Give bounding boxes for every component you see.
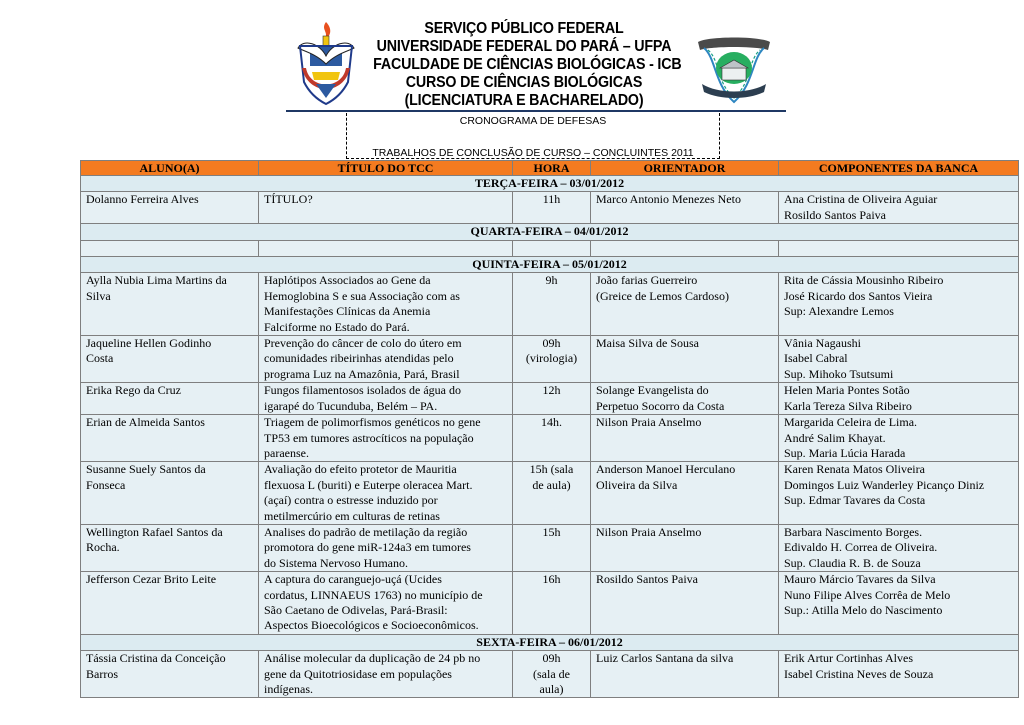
thesis-title-cell bbox=[259, 240, 513, 256]
column-header-orientador: ORIENTADOR bbox=[591, 161, 779, 176]
time-cell bbox=[513, 273, 591, 336]
time-cell bbox=[513, 336, 591, 383]
student-cell bbox=[81, 240, 259, 256]
time-cell bbox=[513, 651, 591, 698]
day-header-row bbox=[81, 224, 1019, 240]
committee-cell bbox=[779, 273, 1019, 336]
cell-line: Karla Tereza Silva Ribeiro bbox=[784, 398, 912, 413]
cell-line: Wellington Rafael Santos da bbox=[86, 524, 223, 539]
thesis-title-cell bbox=[259, 415, 513, 462]
header-line: FACULDADE DE CIÊNCIAS BIOLÓGICAS - ICB bbox=[373, 56, 682, 73]
cell-line: Mauro Márcio Tavares da Silva bbox=[784, 572, 936, 587]
cell-line: (sala de bbox=[533, 666, 570, 681]
cell-line: Rocha. bbox=[86, 540, 120, 555]
cell-line: Helen Maria Pontes Sotão bbox=[784, 383, 910, 398]
cell-line: Sup. Maria Lúcia Harada bbox=[784, 445, 906, 460]
cell-line: João farias Guerreiro bbox=[596, 273, 698, 288]
advisor-cell bbox=[591, 572, 779, 635]
cell-line: São Caetano de Odivelas, Pará-Brasil: bbox=[264, 602, 448, 617]
thesis-title-cell bbox=[259, 651, 513, 698]
cell-line: 15h bbox=[542, 524, 561, 539]
cell-line: Anderson Manoel Herculano bbox=[596, 462, 736, 477]
committee-cell bbox=[779, 336, 1019, 383]
cell-line: do Sistema Nervoso Humano. bbox=[264, 555, 408, 570]
day-label: TERÇA-FEIRA – 03/01/2012 bbox=[81, 176, 1019, 192]
cell-line: Jaqueline Hellen Godinho bbox=[86, 336, 212, 351]
cell-line: Susanne Suely Santos da bbox=[86, 462, 206, 477]
committee-cell bbox=[779, 240, 1019, 256]
table-row bbox=[81, 273, 1019, 336]
student-cell bbox=[81, 462, 259, 525]
day-label: QUINTA-FEIRA – 05/01/2012 bbox=[81, 257, 1019, 273]
cell-line: Sup.: Atilla Melo do Nascimento bbox=[784, 602, 943, 617]
cell-line: Luiz Carlos Santana da silva bbox=[596, 651, 734, 666]
cell-line: Sup. Edmar Tavares da Costa bbox=[784, 493, 926, 508]
cell-line: Karen Renata Matos Oliveira bbox=[784, 462, 925, 477]
committee-cell bbox=[779, 462, 1019, 525]
cell-line: paraense. bbox=[264, 445, 309, 460]
table-row bbox=[81, 336, 1019, 383]
cell-line: Hemoglobina S e sua Associação com as bbox=[264, 288, 460, 303]
cell-line: Marco Antonio Menezes Neto bbox=[596, 192, 741, 207]
table-row bbox=[81, 651, 1019, 698]
cell-line: TP53 em tumores astrocíticos na população bbox=[264, 430, 474, 445]
cell-line: metilmercúrio em culturas de retinas bbox=[264, 508, 440, 523]
cell-line bbox=[264, 241, 507, 256]
cell-line bbox=[86, 241, 253, 256]
column-header-titulo: TÍTULO DO TCC bbox=[259, 161, 513, 176]
committee-cell bbox=[779, 572, 1019, 635]
cell-line: Rita de Cássia Mousinho Ribeiro bbox=[784, 273, 944, 288]
cell-line: Erika Rego da Cruz bbox=[86, 383, 181, 398]
cell-line: (Greice de Lemos Cardoso) bbox=[596, 288, 729, 303]
thesis-title-cell bbox=[259, 273, 513, 336]
cell-line: Erik Artur Cortinhas Alves bbox=[784, 651, 913, 666]
subtitle-box bbox=[346, 113, 720, 159]
cell-line: Aylla Nubia Lima Martins da bbox=[86, 273, 227, 288]
defense-schedule-table bbox=[80, 160, 1019, 698]
cell-line: 15h (sala bbox=[529, 462, 574, 477]
committee-cell bbox=[779, 192, 1019, 224]
table-row bbox=[81, 383, 1019, 415]
cell-line: Rosildo Santos Paiva bbox=[596, 572, 699, 587]
cell-line: 16h bbox=[542, 572, 561, 587]
cell-line: Ana Cristina de Oliveira Aguiar bbox=[784, 192, 938, 207]
committee-cell bbox=[779, 383, 1019, 415]
day-header-row bbox=[81, 176, 1019, 192]
cell-line: Nilson Praia Anselmo bbox=[596, 524, 702, 539]
thesis-title-cell bbox=[259, 336, 513, 383]
advisor-cell bbox=[591, 415, 779, 462]
header-line: (LICENCIATURA E BACHARELADO) bbox=[404, 92, 644, 109]
cell-line: Nilson Praia Anselmo bbox=[596, 415, 702, 430]
cell-line: Triagem de polimorfismos genéticos no gene bbox=[264, 415, 481, 430]
advisor-cell bbox=[591, 524, 779, 571]
cell-line: Edivaldo H. Correa de Oliveira. bbox=[784, 540, 938, 555]
subtitle-tcc: TRABALHOS DE CONCLUSÃO DE CURSO – CONCLUINTES 2011 bbox=[372, 147, 694, 159]
cell-line: Sup: Alexandre Lemos bbox=[784, 304, 894, 319]
table-row bbox=[81, 192, 1019, 224]
committee-cell bbox=[779, 415, 1019, 462]
day-label: QUARTA-FEIRA – 04/01/2012 bbox=[81, 224, 1019, 240]
cell-line: programa Luz na Amazônia, Pará, Brasil bbox=[264, 366, 460, 381]
header-line: SERVIÇO PÚBLICO FEDERAL bbox=[424, 20, 624, 37]
cell-line: Domingos Luiz Wanderley Picanço Diniz bbox=[784, 477, 985, 492]
thesis-title-cell bbox=[259, 462, 513, 525]
time-cell bbox=[513, 524, 591, 571]
day-label: SEXTA-FEIRA – 06/01/2012 bbox=[81, 634, 1019, 650]
cell-line: Margarida Celeira de Lima. bbox=[784, 415, 918, 430]
student-cell bbox=[81, 336, 259, 383]
header-divider bbox=[286, 110, 786, 112]
thesis-title-cell bbox=[259, 383, 513, 415]
cell-line: A captura do caranguejo-uçá (Ucides bbox=[264, 572, 442, 587]
cell-line: promotora do gene miR-124a3 em tumores bbox=[264, 540, 471, 555]
cell-line: 14h. bbox=[541, 415, 562, 430]
cell-line: 09h bbox=[542, 651, 561, 666]
time-cell bbox=[513, 572, 591, 635]
cell-line: Sup. Mihoko Tsutsumi bbox=[784, 366, 894, 381]
cell-line: Manifestações Clínicas da Anemia bbox=[264, 304, 431, 319]
time-cell bbox=[513, 192, 591, 224]
committee-cell bbox=[779, 524, 1019, 571]
thesis-title-cell bbox=[259, 524, 513, 571]
cell-line: Silva bbox=[86, 288, 111, 303]
cell-line: Jefferson Cezar Brito Leite bbox=[86, 572, 217, 587]
student-cell bbox=[81, 192, 259, 224]
cell-line: cordatus, LINNAEUS 1763) no município de bbox=[264, 587, 483, 602]
cell-line: Rosildo Santos Paiva bbox=[784, 207, 887, 222]
document-header bbox=[0, 0, 1024, 160]
cell-line: Prevenção do câncer de colo do útero em bbox=[264, 336, 462, 351]
advisor-cell bbox=[591, 192, 779, 224]
column-header-hora: HORA bbox=[513, 161, 591, 176]
advisor-cell bbox=[591, 383, 779, 415]
table-row bbox=[81, 462, 1019, 525]
icb-crest-icon bbox=[694, 34, 774, 106]
advisor-cell bbox=[591, 273, 779, 336]
cell-line: 12h bbox=[542, 383, 561, 398]
cell-line: Solange Evangelista do bbox=[596, 383, 709, 398]
cell-line: José Ricardo dos Santos Vieira bbox=[784, 288, 933, 303]
cell-line: flexuosa L (buriti) e Euterpe oleracea Mart. bbox=[264, 477, 473, 492]
cell-line: André Salim Khayat. bbox=[784, 430, 886, 445]
cell-line: 11h bbox=[542, 192, 561, 207]
cell-line: Isabel Cabral bbox=[784, 351, 848, 366]
institution-title bbox=[373, 20, 682, 110]
cell-line: Haplótipos Associados ao Gene da bbox=[264, 273, 431, 288]
cell-line: Análise molecular da duplicação de 24 pb no bbox=[264, 651, 481, 666]
advisor-cell bbox=[591, 462, 779, 525]
cell-line: (açaí) contra o estresse induzido por bbox=[264, 493, 438, 508]
schedule-body bbox=[81, 176, 1019, 698]
cell-line: Nuno Filipe Alves Corrêa de Melo bbox=[784, 587, 951, 602]
cell-line: Sup. Claudia R. B. de Souza bbox=[784, 555, 921, 570]
day-header-row bbox=[81, 634, 1019, 650]
subtitle-schedule: CRONOGRAMA DE DEFESAS bbox=[459, 115, 607, 127]
cell-line: Barros bbox=[86, 666, 118, 681]
table-header-row bbox=[81, 161, 1019, 176]
student-cell bbox=[81, 572, 259, 635]
time-cell bbox=[513, 383, 591, 415]
cell-line: gene da Quitotriosidase em populações bbox=[264, 666, 452, 681]
cell-line: Maisa Silva de Sousa bbox=[596, 336, 699, 351]
cell-line: Dolanno Ferreira Alves bbox=[86, 192, 199, 207]
cell-line: comunidades ribeirinhas atendidas pelo bbox=[264, 351, 454, 366]
cell-line: Fonseca bbox=[86, 477, 126, 492]
time-cell bbox=[513, 415, 591, 462]
student-cell bbox=[81, 273, 259, 336]
student-cell bbox=[81, 383, 259, 415]
cell-line: Barbara Nascimento Borges. bbox=[784, 524, 923, 539]
table-row bbox=[81, 572, 1019, 635]
advisor-cell bbox=[591, 240, 779, 256]
committee-cell bbox=[779, 651, 1019, 698]
student-cell bbox=[81, 524, 259, 571]
cell-line: Fungos filamentosos isolados de água do bbox=[264, 383, 461, 398]
cell-line bbox=[596, 241, 773, 256]
thesis-title-cell bbox=[259, 192, 513, 224]
cell-line: Aspectos Bioecológicos e Socioeconômicos. bbox=[264, 618, 479, 633]
cell-line: Oliveira da Silva bbox=[596, 477, 678, 492]
cell-line: Tássia Cristina da Conceição bbox=[86, 651, 226, 666]
student-cell bbox=[81, 415, 259, 462]
cell-line bbox=[784, 241, 1013, 256]
column-header-aluno: ALUNO(A) bbox=[81, 161, 259, 176]
cell-line: 09h bbox=[542, 336, 561, 351]
cell-line: Analises do padrão de metilação da região bbox=[264, 524, 468, 539]
ufpa-crest-icon bbox=[290, 18, 362, 108]
cell-line: Perpetuo Socorro da Costa bbox=[596, 398, 725, 413]
cell-line: de aula) bbox=[532, 477, 571, 492]
table-row bbox=[81, 415, 1019, 462]
student-cell bbox=[81, 651, 259, 698]
advisor-cell bbox=[591, 336, 779, 383]
cell-line: igarapé do Tucunduba, Belém – PA. bbox=[264, 398, 438, 413]
time-cell bbox=[513, 240, 591, 256]
cell-line: Costa bbox=[86, 351, 114, 366]
header-line: UNIVERSIDADE FEDERAL DO PARÁ – UFPA bbox=[376, 38, 672, 55]
day-header-row bbox=[81, 257, 1019, 273]
cell-line: Erian de Almeida Santos bbox=[86, 415, 205, 430]
cell-line: Avaliação do efeito protetor de Mauritia bbox=[264, 462, 457, 477]
cell-line: indígenas. bbox=[264, 682, 313, 696]
cell-line: Vânia Nagaushi bbox=[784, 336, 861, 351]
table-row bbox=[81, 240, 1019, 256]
cell-line: (virologia) bbox=[525, 351, 578, 366]
table-row bbox=[81, 524, 1019, 571]
cell-line: TÍTULO? bbox=[264, 192, 313, 207]
column-header-banca: COMPONENTES DA BANCA bbox=[779, 161, 1019, 176]
advisor-cell bbox=[591, 651, 779, 698]
time-cell bbox=[513, 462, 591, 525]
cell-line: aula) bbox=[539, 682, 564, 696]
thesis-title-cell bbox=[259, 572, 513, 635]
header-line: CURSO DE CIÊNCIAS BIOLÓGICAS bbox=[405, 74, 643, 91]
cell-line: Falciforme no Estado do Pará. bbox=[264, 319, 410, 334]
cell-line: Isabel Cristina Neves de Souza bbox=[784, 666, 934, 681]
cell-line: 9h bbox=[545, 273, 558, 288]
cell-line bbox=[518, 241, 585, 256]
